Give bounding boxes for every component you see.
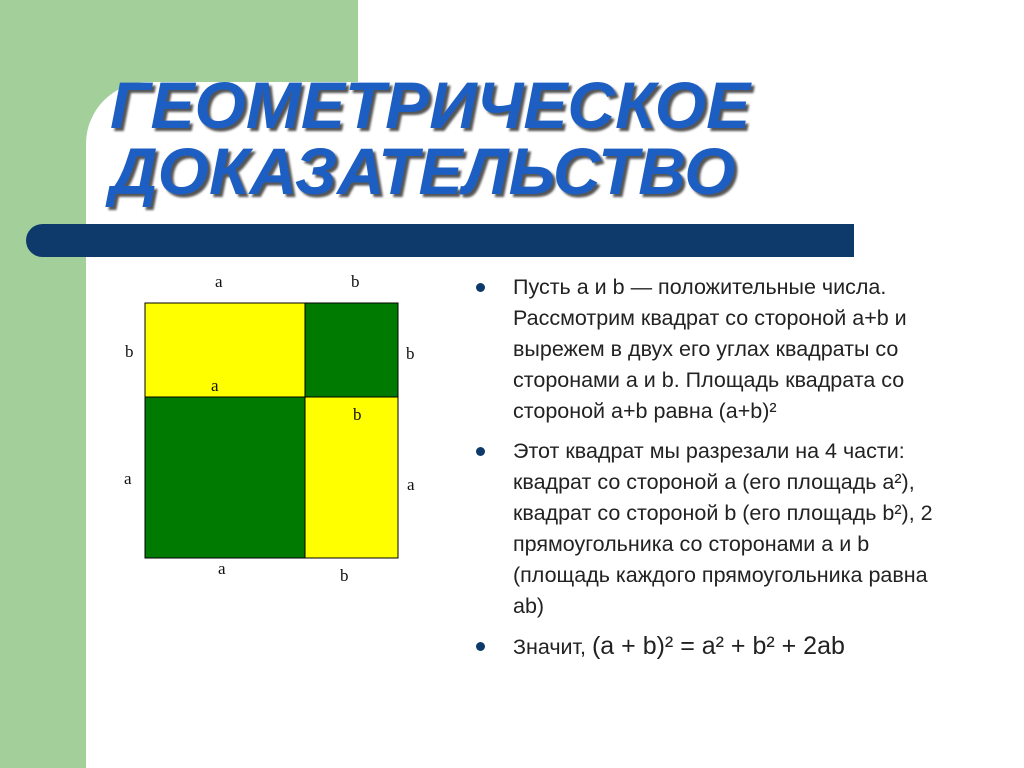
- bullet-dot-icon: [476, 642, 485, 651]
- bullet-text: Пусть a и b — положительные числа. Рассмотрим квадрат со стороной a+b и вырежем в двух его углах квадраты со сторонами a и b. Площадь квадрата со стороной a+b равна (a+b)²: [513, 275, 907, 423]
- slide-title: [110, 68, 830, 208]
- label-right-b: b: [406, 344, 415, 363]
- square-diagram: [110, 265, 430, 595]
- bullet-text: Этот квадрат мы разрезали на 4 части: квадрат со стороной a (его площадь a²), квадрат со стороной b (его площадь b²), 2 прямоугольника со сторонами a и b (площадь каждого прямоугольника равна ab): [513, 439, 933, 618]
- title-line-1: ГЕОМЕТРИЧЕСКОЕ: [110, 68, 751, 142]
- rect-bottom-right-yellow: [305, 397, 398, 558]
- title-underline-bar: [26, 224, 854, 257]
- bullet-dot-icon: [476, 283, 485, 292]
- bullet-item: [476, 272, 946, 427]
- label-inner-b: b: [353, 405, 362, 424]
- square-diagram-svg: [110, 265, 430, 595]
- label-top-b: b: [351, 272, 360, 291]
- square-top-right-green: [305, 303, 398, 397]
- bullet-list: [476, 272, 946, 672]
- bullet-formula: (a + b)² = a² + b² + 2ab: [591, 632, 845, 660]
- square-bottom-left-green: [145, 397, 305, 558]
- bullet-item: [476, 631, 946, 663]
- label-left-b: b: [125, 342, 134, 361]
- label-top-a: a: [215, 272, 223, 291]
- label-right-a: a: [407, 475, 415, 494]
- label-bottom-b: b: [340, 566, 349, 585]
- label-bottom-a: a: [218, 559, 226, 578]
- bullet-dot-icon: [476, 447, 485, 456]
- title-line-2: ДОКАЗАТЕЛЬСТВО: [110, 134, 736, 208]
- label-left-a: a: [124, 469, 132, 488]
- bullet-conclusion-prefix: Значит,: [513, 635, 592, 659]
- bullet-item: [476, 436, 946, 622]
- rect-top-left-yellow: [145, 303, 305, 397]
- label-inner-a: a: [211, 376, 219, 395]
